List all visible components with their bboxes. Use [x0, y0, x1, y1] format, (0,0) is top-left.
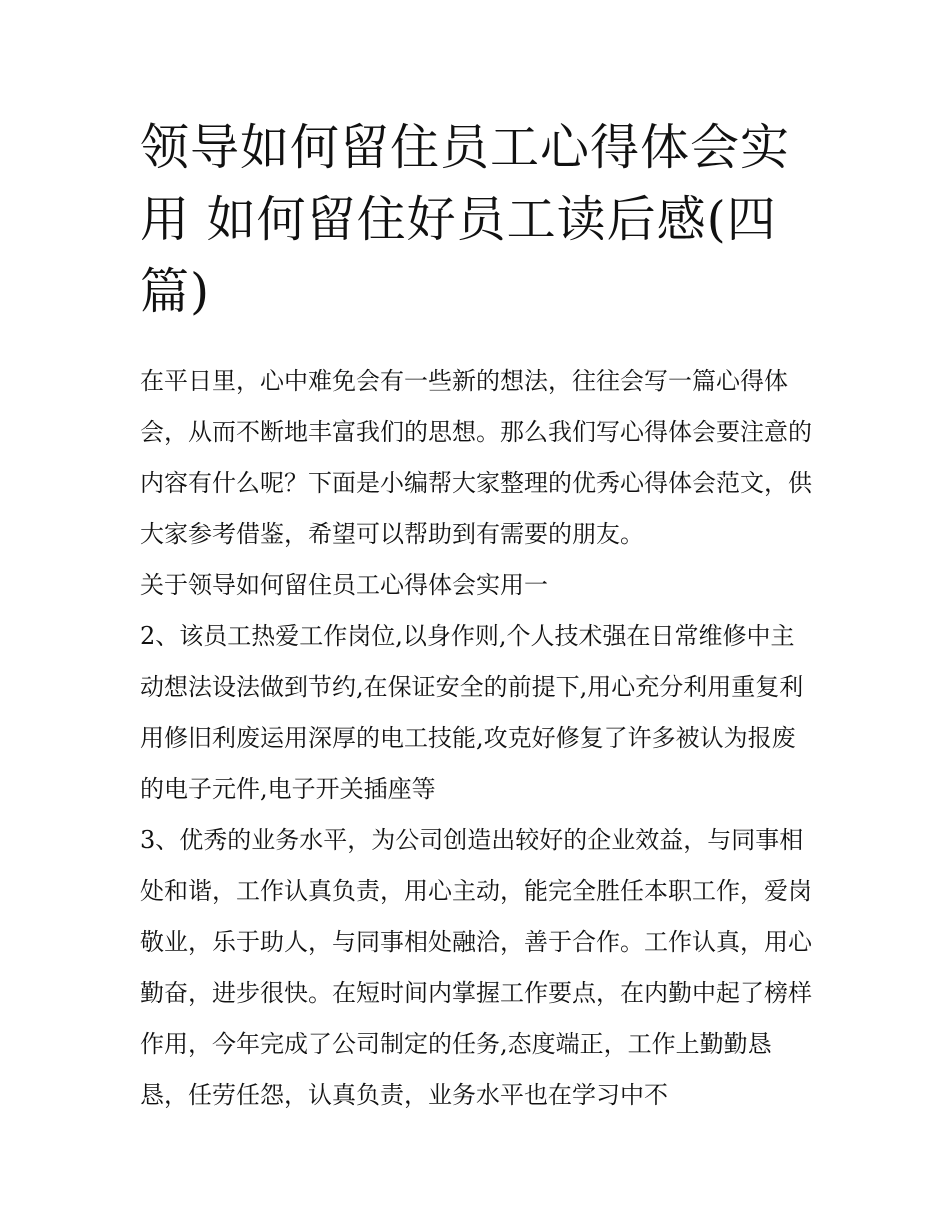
item-3-paragraph: 3、优秀的业务水平，为公司创造出较好的企业效益，与同事相处和谐，工作认真负责，用心主动，能完全胜任本职工作，爱岗敬业，乐于助人，与同事相处融洽，善于合作。工作认真，用心勤奋，进步很快。在短时间内掌握工作要点，在内勤中起了榜样作用，今年完成了公司制定的任务,态度端正，工作上勤勤恳恳，任劳任怨，认真负责，业务水平也在学习中不 — [140, 826, 812, 1109]
intro-paragraph: 在平日里，心中难免会有一些新的想法，往往会写一篇心得体会，从而不断地丰富我们的思想。那么我们写心得体会要注意的内容有什么呢？下面是小编帮大家整理的优秀心得体会范文，供大家参考借鉴，希望可以帮助到有需要的朋友。 — [140, 367, 812, 548]
item-2-paragraph: 2、该员工热爱工作岗位,以身作则,个人技术强在日常维修中主动想法设法做到节约,在保证安全的前提下,用心充分利用重复利用修旧利废运用深厚的电工技能,攻克好修复了许多被认为报废的电子元件,电子开关插座等 — [140, 622, 804, 803]
document-body — [140, 356, 816, 1121]
section-heading: 关于领导如何留住员工心得体会实用一 — [140, 571, 548, 599]
document-title: 领导如何留住员工心得体会实用 如何留住好员工读后感(四篇) — [140, 119, 791, 320]
